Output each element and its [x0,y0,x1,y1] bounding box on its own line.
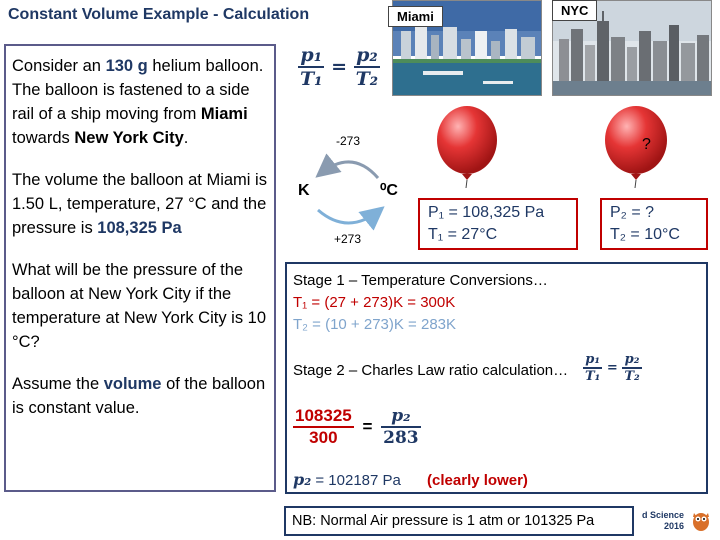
stage2-heading: Stage 2 – Charles Law ratio calculation… [293,362,569,379]
credit-label: d Science 2016 [642,510,685,531]
nyc-temperature: T₂ = 10°C [610,226,680,243]
miami-conditions-box [418,198,578,250]
minus-273-label: -273 [336,134,361,148]
miami-temperature: T₁ = 27°C [428,226,498,243]
stage1-heading: Stage 1 – Temperature Conversions… [293,272,548,289]
problem-text-panel [4,44,276,492]
miami-balloon-image [432,104,502,193]
plus-273-label: +273 [334,232,362,246]
owl-logo-icon [690,508,712,532]
assumption-paragraph: Assume the volume of the balloon is constant value. [12,375,266,417]
air-pressure-note: NB: Normal Air pressure is 1 atm or 101325 Pa [284,506,634,536]
ratio-right: $\frac{\text{p₂}}{\text{T₂}}$ [355,44,379,90]
kelvin-label: K [298,182,310,199]
celsius-label: ⁰C [380,182,398,199]
intro-paragraph: Consider an 130 g helium balloon. The balloon is fastened to a side rail of a ship moving from Miami towards New York City. [12,57,264,147]
nyc-conditions-box [600,198,708,250]
calculation-panel [285,262,708,494]
nyc-label: NYC [552,0,597,21]
question-paragraph: What will be the pressure of the balloon at New York City if the temperature at New York City is 10 °C? [12,261,267,351]
nyc-pressure: P₂ = ? [610,204,655,221]
t1-conversion: T₁ = (27 + 273)K = 300K [293,294,456,311]
numeric-ratio-left: $\frac{108325}{300}$ [295,406,352,447]
nyc-balloon-image [600,104,672,193]
miami-pressure: P₁ = 108,325 Pa [428,204,545,221]
numeric-ratio-right: $\frac{\text{p₂}}{283}$ [383,406,419,448]
miami-label: Miami [388,6,443,27]
slide-title: Constant Volume Example - Calculation [8,6,310,23]
result-line: p₂ = 102187 Pa (clearly lower) [293,470,528,489]
ratio-left: $\frac{\text{p₁}}{\text{T₁}}$ [300,44,323,90]
pressure-temperature-ratio-formula: $\frac{\text{p₁}}{\text{T₁}}$ = $\frac{\text{p₂}}{\text{T₂}}$ [300,44,379,90]
numeric-ratio-equation: $\frac{108325}{300}$ = $\frac{\text{p₂}}{283}$ [295,406,419,448]
unknown-pressure-mark: ? [642,136,651,153]
stage2-ratio-formula: $\frac{\text{p₁}}{\text{T₁}}$ = $\frac{\text{p₂}}{\text{T₂}}$ [585,352,640,384]
conditions-paragraph: The volume the balloon at Miami is 1.50 L, temperature, 27 °C and the pressure is 108,325 Pa [12,171,267,237]
t2-conversion: T₂ = (10 + 273)K = 283K [293,316,457,333]
